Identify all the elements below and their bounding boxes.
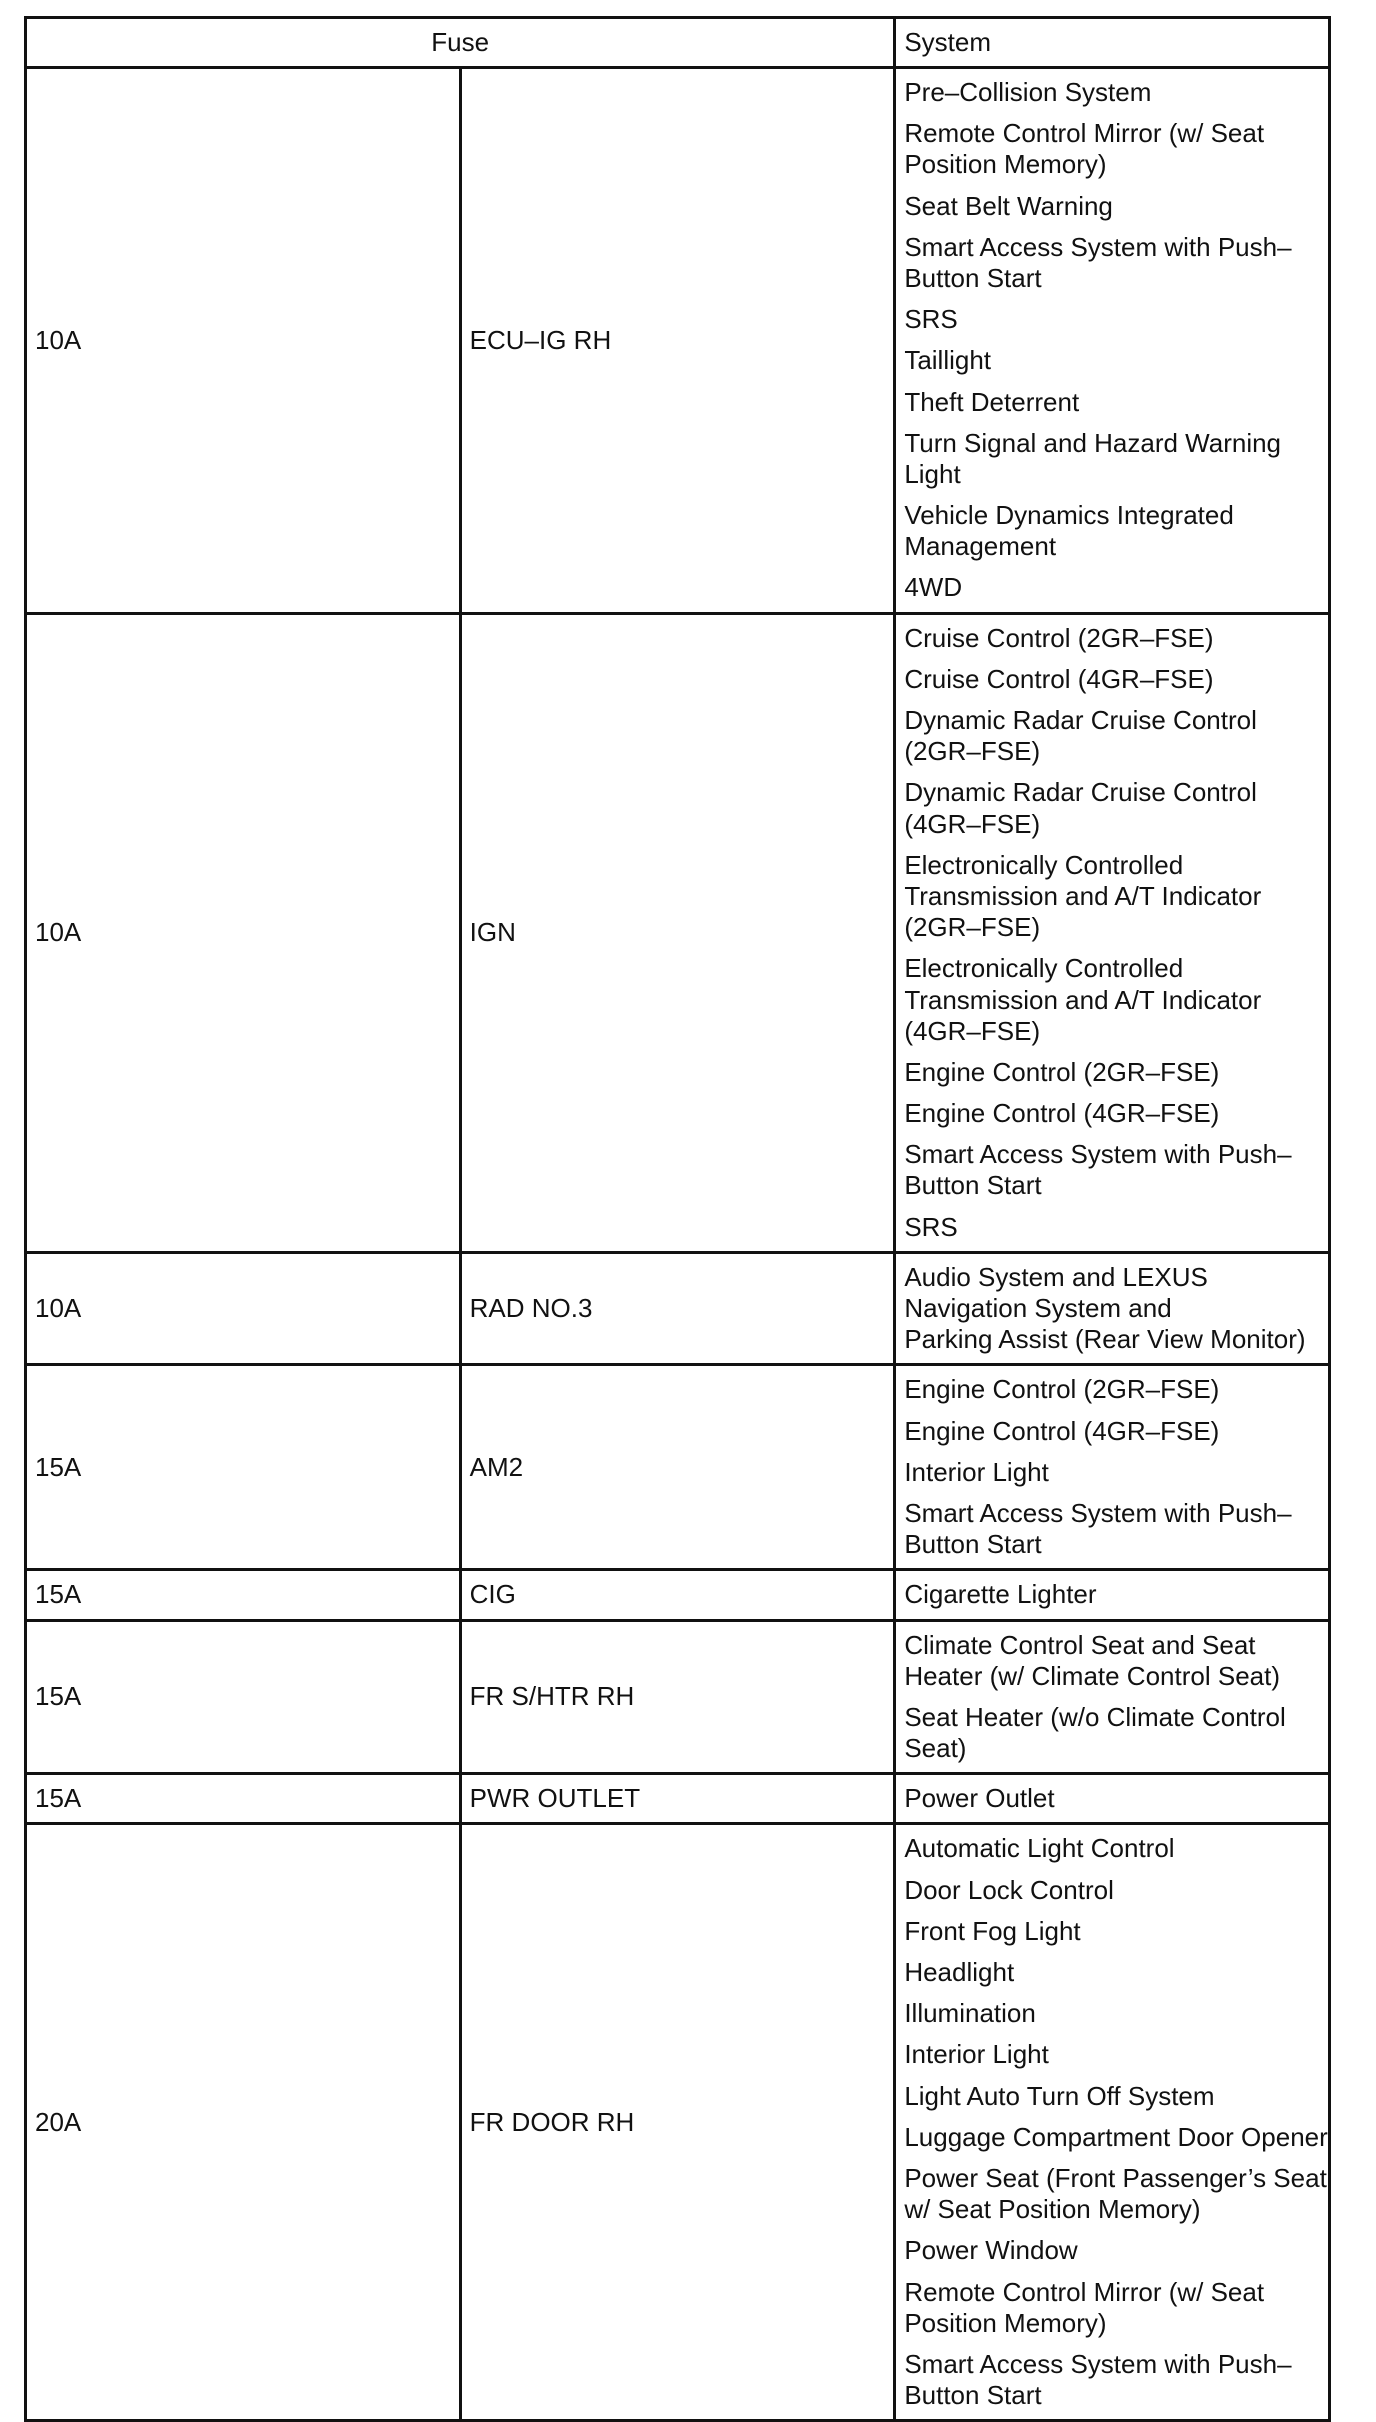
system-item: SRS [904,1211,958,1242]
system-item: SRS [904,304,958,335]
system-item: Pre–Collision System [904,77,1152,107]
system-item: Cigarette Lighter [904,1579,1097,1610]
system-item: Climate Control Seat and Seat Heater (w/ Climate Control Seat) [904,1629,1280,1691]
system-list [895,1365,1330,1570]
system-list [895,68,1330,614]
fuse-name: FR S/HTR RH [460,1620,895,1774]
system-item: Smart Access System with Push–Button Start [904,231,1292,293]
system-item: Door Lock Control [904,1874,1114,1905]
system-list [895,1824,1330,2421]
system-list [895,1570,1330,1620]
table-row [26,1620,1330,1774]
system-list [895,1252,1330,1365]
system-item [904,845,1328,949]
system-item: Theft Deterrent [904,386,1080,417]
table-row [26,1570,1330,1620]
table-header-row [26,18,1330,68]
system-item: Cruise Control (4GR–FSE) [904,663,1214,694]
table-row [26,1774,1330,1824]
system-item: Taillight [904,345,992,376]
column-header-fuse: Fuse [26,18,895,68]
fuse-name: FR DOOR RH [460,1824,895,2421]
fuse-table-body [26,18,1330,2421]
system-item: Remote Control Mirror (w/ Seat Position Memory) [904,118,1265,180]
system-item: Automatic Light Control [904,1833,1175,1864]
fuse-name: PWR OUTLET [460,1774,895,1824]
fuse-amperage: 15A [26,1365,461,1570]
system-item-line: Electronically Controlled Transmission and A/T Indicator [904,849,1262,911]
fuse-amperage: 20A [26,1824,461,2421]
table-row [26,1365,1330,1570]
system-item: Interior Light [904,1456,1049,1487]
system-item: Remote Control Mirror (w/ Seat Position Memory) [904,2276,1265,2338]
fuse-amperage: 10A [26,613,461,1252]
system-item: Power Window [904,2235,1078,2266]
fuse-amperage: 15A [26,1570,461,1620]
system-item [904,948,1328,1052]
system-item: Illumination [904,1998,1036,2029]
system-item-line: (2GR–FSE) [904,912,1041,943]
system-item: Turn Signal and Hazard Warning Light [904,427,1282,489]
system-item-line: Audio System and LEXUS Navigation System and [904,1261,1208,1323]
fuse-amperage: 15A [26,1620,461,1774]
fuse-name: AM2 [460,1365,895,1570]
system-item: Dynamic Radar Cruise Control (4GR–FSE) [904,777,1257,839]
system-item: Engine Control (2GR–FSE) [904,1374,1220,1405]
system-item: Light Auto Turn Off System [904,2080,1215,2111]
system-item: 4WD [904,572,963,603]
fuse-name: ECU–IG RH [460,68,895,614]
fuse-name: CIG [460,1570,895,1620]
system-item: Engine Control (2GR–FSE) [904,1056,1220,1087]
table-row [26,1824,1330,2421]
fuse-amperage: 10A [26,68,461,614]
system-item-line: Electronically Controlled Transmission and A/T Indicator [904,953,1262,1015]
system-item: Headlight [904,1957,1015,1987]
system-item: Front Fog Light [904,1915,1081,1946]
system-item: Engine Control (4GR–FSE) [904,1098,1220,1129]
fuse-amperage: 15A [26,1774,461,1824]
table-row [26,1252,1330,1365]
system-item: Seat Heater (w/o Climate Control Seat) [904,1701,1286,1764]
system-item: Smart Access System with Push–Button Start [904,1497,1292,1560]
system-list [895,1620,1330,1774]
system-list [895,613,1330,1252]
system-item: Seat Belt Warning [904,190,1113,221]
system-item: Smart Access System with Push–Button Start [904,2348,1292,2411]
system-item [904,1257,1328,1361]
system-item: Interior Light [904,2039,1049,2070]
system-item-line: Parking Assist (Rear View Monitor) [904,1324,1306,1355]
table-row [26,68,1330,614]
system-item: Power Outlet [904,1783,1055,1814]
fuse-name: IGN [460,613,895,1252]
system-item: Cruise Control (2GR–FSE) [904,622,1214,653]
fuse-table [24,16,1331,2422]
system-item-line: (4GR–FSE) [904,1015,1041,1046]
column-header-system: System [895,18,1330,68]
system-item: Engine Control (4GR–FSE) [904,1415,1220,1446]
system-item: Power Seat (Front Passenger’s Seat w/ Seat Position Memory) [904,2162,1327,2225]
table-row [26,613,1330,1252]
system-list [895,1774,1330,1824]
system-item: Dynamic Radar Cruise Control (2GR–FSE) [904,705,1257,767]
fuse-amperage: 10A [26,1252,461,1365]
system-item: Luggage Compartment Door Opener [904,2121,1328,2152]
system-item: Vehicle Dynamics Integrated Management [904,500,1234,562]
system-item: Smart Access System with Push–Button Start [904,1139,1292,1201]
fuse-name: RAD NO.3 [460,1252,895,1365]
